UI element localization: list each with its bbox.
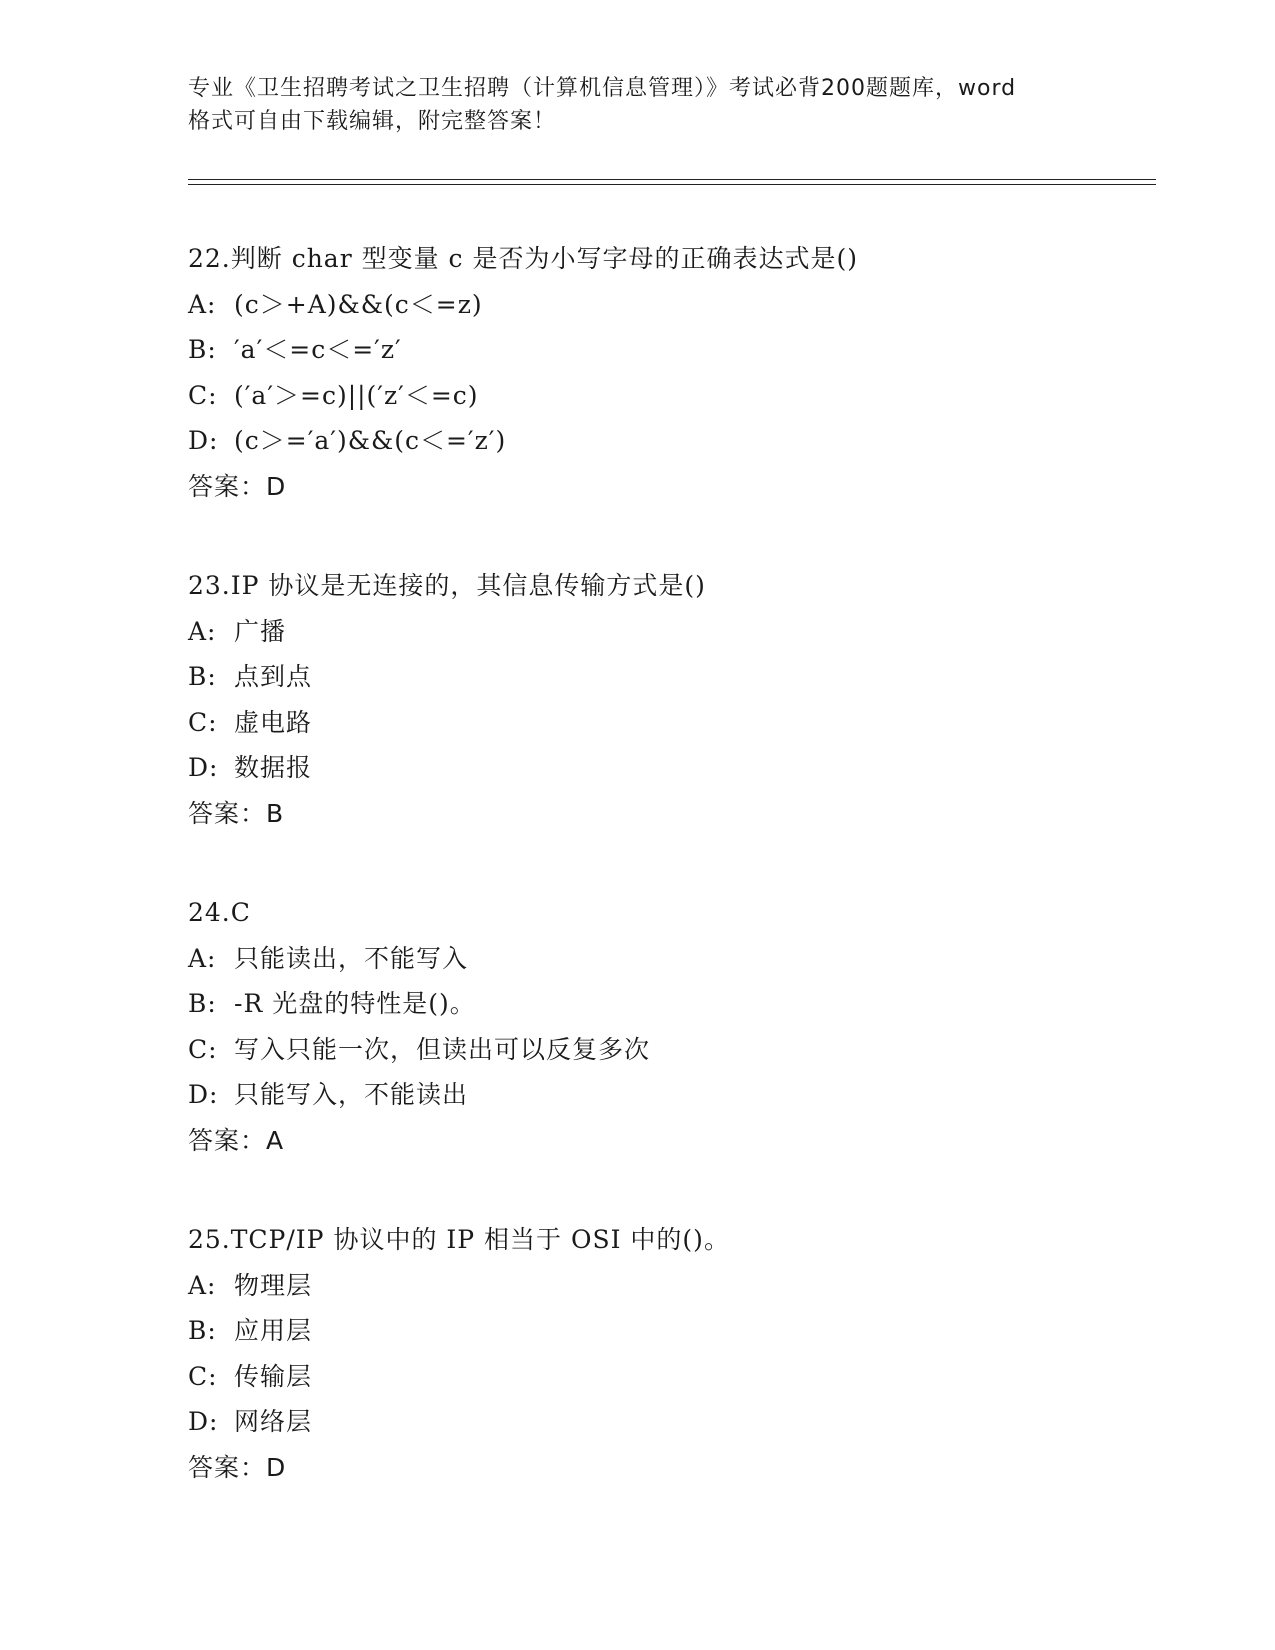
option-key: A:	[188, 943, 217, 973]
option-key: C:	[188, 1034, 218, 1064]
option-d	[188, 745, 1148, 791]
option-key: C:	[188, 1361, 218, 1391]
option-b	[188, 1308, 1148, 1354]
question-22	[188, 236, 1148, 509]
option-key: A:	[188, 616, 217, 646]
question-title: 25.TCP/IP 协议中的 IP 相当于 OSI 中的()。	[188, 1225, 730, 1254]
option-text: 物理层	[234, 1270, 313, 1300]
option-d	[188, 418, 1148, 464]
option-key: D:	[188, 1407, 219, 1436]
option-key: B:	[188, 989, 217, 1018]
option-text: 虚电路	[234, 707, 313, 737]
question-25	[188, 1217, 1148, 1490]
option-text: ′a′＜=c＜=′z′	[234, 335, 402, 364]
header-line-2: 格式可自由下载编辑，附完整答案！	[188, 109, 557, 134]
option-key: D:	[188, 426, 219, 455]
option-key: D:	[188, 1080, 219, 1109]
option-b	[188, 654, 1148, 700]
option-text: 写入只能一次，但读出可以反复多次	[234, 1034, 651, 1064]
option-d	[188, 1399, 1148, 1445]
option-text: 传输层	[234, 1361, 313, 1391]
option-key: B:	[188, 335, 217, 364]
option-text: (′a′＞=c)||(′z′＜=c)	[234, 380, 479, 410]
question-title: 24.C	[188, 898, 251, 927]
option-text: 网络层	[234, 1407, 313, 1436]
option-text: 只能写入，不能读出	[234, 1080, 469, 1109]
header-divider-top	[188, 179, 1156, 180]
option-c	[188, 1027, 1148, 1073]
option-c	[188, 1354, 1148, 1400]
option-text: -R 光盘的特性是()。	[234, 989, 476, 1018]
option-key: A:	[188, 1270, 217, 1300]
question-title: 22.判断 char 型变量 c 是否为小写字母的正确表达式是()	[188, 244, 859, 273]
answer-line: 答案：A	[188, 1125, 285, 1155]
option-key: C:	[188, 380, 218, 410]
option-a	[188, 609, 1148, 655]
question-list	[188, 236, 1148, 1544]
option-a	[188, 282, 1148, 328]
option-c	[188, 373, 1148, 419]
option-text: (c＞+A)&&(c＜=z)	[234, 289, 483, 319]
option-key: A:	[188, 289, 217, 319]
option-b	[188, 981, 1148, 1027]
option-b	[188, 327, 1148, 373]
option-key: C:	[188, 707, 218, 737]
question-23	[188, 563, 1148, 836]
header-line-1: 专业《卫生招聘考试之卫生招聘（计算机信息管理）》考试必背200题题库，word	[188, 76, 1017, 101]
header-divider-bottom	[188, 184, 1156, 185]
answer-line: 答案：D	[188, 1452, 287, 1482]
option-key: D:	[188, 753, 219, 782]
option-text: 点到点	[234, 662, 313, 691]
option-c	[188, 700, 1148, 746]
question-24	[188, 890, 1148, 1163]
option-text: 数据报	[234, 753, 313, 782]
document-header	[188, 72, 1108, 138]
answer-line: 答案：D	[188, 471, 287, 501]
option-key: B:	[188, 1316, 217, 1345]
option-text: 只能读出，不能写入	[234, 943, 469, 973]
answer-line: 答案：B	[188, 798, 285, 828]
option-text: 广播	[234, 616, 287, 646]
option-a	[188, 936, 1148, 982]
question-title: 23.IP 协议是无连接的，其信息传输方式是()	[188, 571, 706, 600]
option-d	[188, 1072, 1148, 1118]
option-text: 应用层	[234, 1316, 313, 1345]
option-text: (c＞=′a′)&&(c＜=′z′)	[234, 426, 507, 455]
option-a	[188, 1263, 1148, 1309]
option-key: B:	[188, 662, 217, 691]
